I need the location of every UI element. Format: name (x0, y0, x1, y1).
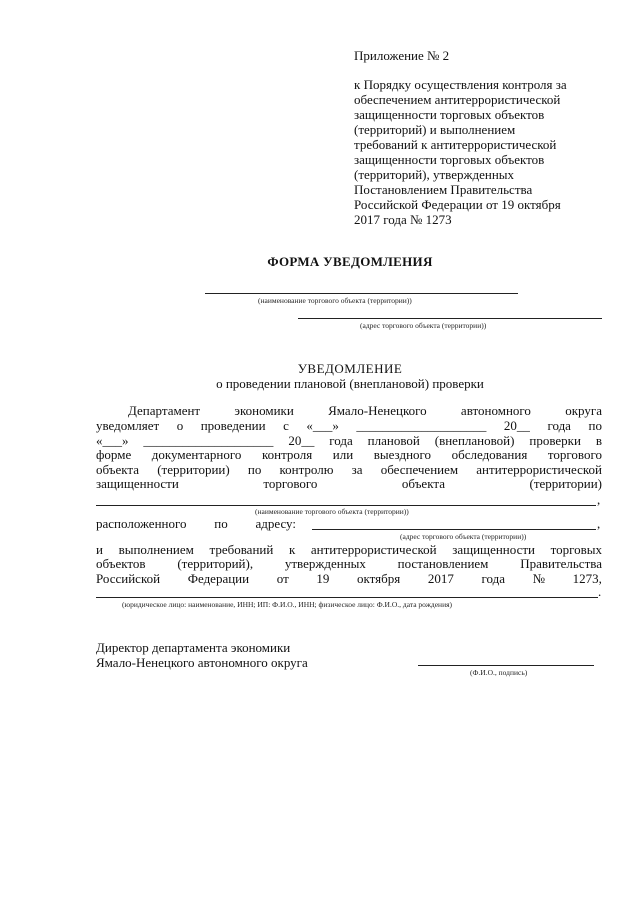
word: адресу: (255, 516, 296, 531)
word: округа (565, 403, 602, 418)
body-object-name-caption: (наименование торгового объекта (территории)) (255, 507, 409, 516)
word: документарного (151, 447, 242, 462)
object-name-field-line (205, 293, 518, 294)
appendix-line: защищенности торговых объектов (354, 107, 545, 122)
appendix-line: 2017 года № 1273 (354, 212, 452, 227)
signature-title-line-1: Директор департамента экономики (96, 640, 291, 655)
word: от (276, 571, 289, 586)
appendix-line: требований к антитеррористической (354, 137, 557, 152)
appendix-line: защищенности торговых объектов (354, 152, 545, 167)
word: года (547, 418, 571, 433)
notice-subtitle: о проведении плановой (внеплановой) проверки (216, 376, 484, 391)
word: Ямало-Ненецкого (328, 403, 427, 418)
word: выполнением (118, 542, 194, 557)
word: торговых (550, 542, 602, 557)
signature-block (96, 640, 308, 670)
word: октября (357, 571, 401, 586)
start-month-field[interactable]: ____________________ (356, 418, 487, 433)
word: года (481, 571, 506, 586)
word: Департамент (128, 403, 201, 418)
word: утвержденных (284, 556, 366, 571)
word: № (532, 571, 546, 586)
object-address-field-line (298, 318, 602, 319)
body-entity-caption: (юридическое лицо: наименование, ИНН; ИП: Ф.И.О., ИНН; физическое лицо: Ф.И.О., дата рождения) (122, 600, 453, 609)
body-line-2 (96, 419, 602, 434)
word: 19 (316, 571, 330, 586)
appendix-line: обеспечением антитеррористической (354, 92, 561, 107)
word: постановлением (397, 556, 489, 571)
word: защищенности (96, 476, 179, 491)
word: 1273, (572, 571, 602, 586)
word: объекта (401, 476, 445, 491)
body-object-name-line[interactable] (96, 505, 596, 506)
signature-title-line-2: Ямало-Ненецкого автономного округа (96, 655, 308, 670)
word: о (176, 418, 184, 433)
object-address-caption: (адрес торгового объекта (территории)) (360, 321, 487, 330)
word: за (351, 462, 363, 477)
word: выездного (373, 447, 432, 462)
word: контроля (261, 447, 313, 462)
body-req-line-2 (96, 557, 602, 572)
form-title: ФОРМА УВЕДОМЛЕНИЯ (267, 254, 433, 269)
word: экономики (234, 403, 294, 418)
appendix-line: (территорий) и выполнением (354, 122, 516, 137)
end-day-field[interactable]: «___» (96, 433, 129, 448)
appendix-line: (территорий), утвержденных (354, 167, 515, 182)
word: требований (209, 542, 274, 557)
appendix-line: к Порядку осуществления контроля за (354, 77, 567, 92)
word: проверки (529, 433, 581, 448)
body-line-6 (96, 477, 602, 492)
word: уведомляет (96, 418, 160, 433)
word: антитеррористической (476, 462, 602, 477)
word: (территории) (157, 462, 230, 477)
word: защищенности (452, 542, 535, 557)
body-entity-line[interactable] (96, 597, 598, 598)
end-month-field[interactable]: ____________________ (143, 433, 274, 448)
located-label (96, 517, 296, 532)
appendix-line: Постановлением Правительства (354, 182, 533, 197)
word: обследования (451, 447, 528, 462)
appendix-line: Российской Федерации от 19 октября (354, 197, 561, 212)
word: по (247, 462, 262, 477)
body-address-caption: (адрес торгового объекта (территории)) (400, 532, 527, 541)
word: (внеплановой) (434, 433, 515, 448)
word: объектов (96, 556, 146, 571)
word: Федерации (187, 571, 250, 586)
body-req-line-3 (96, 572, 602, 587)
start-year-field[interactable]: 20__ (503, 418, 530, 433)
word: 2017 (427, 571, 454, 586)
word: (территорий), (177, 556, 254, 571)
word: торгового (263, 476, 318, 491)
object-name-caption: (наименование торгового объекта (территории)) (258, 296, 412, 305)
word: объекта (96, 462, 140, 477)
appendix-title: Приложение № 2 (354, 48, 450, 63)
body-line-1 (128, 404, 602, 419)
word: года (329, 433, 353, 448)
word: антитеррористической (310, 542, 437, 557)
word: по (588, 418, 602, 433)
word: контролю (279, 462, 334, 477)
end-year-field[interactable]: 20__ (288, 433, 315, 448)
signature-line[interactable] (418, 665, 594, 666)
word: автономного (460, 403, 531, 418)
word: торгового (547, 447, 602, 462)
word: плановой (367, 433, 420, 448)
signature-caption: (Ф.И.О., подпись) (470, 668, 528, 677)
period: . (598, 584, 602, 599)
word: расположенного (96, 516, 187, 531)
word: (территории) (529, 476, 602, 491)
appendix-block (354, 48, 604, 227)
word: и (96, 542, 103, 557)
word: проведении (200, 418, 266, 433)
word: к (288, 542, 296, 557)
comma: , (597, 492, 601, 507)
word: Правительства (520, 556, 602, 571)
notice-title: УВЕДОМЛЕНИЕ (297, 361, 403, 376)
word: Российской (96, 571, 161, 586)
word: с (283, 418, 289, 433)
word: или (332, 447, 354, 462)
word: в (595, 433, 602, 448)
start-day-field[interactable]: «___» (306, 418, 339, 433)
word: по (214, 516, 228, 531)
body-address-line[interactable] (312, 529, 596, 530)
body-line-4 (96, 448, 602, 463)
word: обеспечением (380, 462, 459, 477)
comma: , (597, 516, 601, 531)
word: форме (96, 447, 132, 462)
